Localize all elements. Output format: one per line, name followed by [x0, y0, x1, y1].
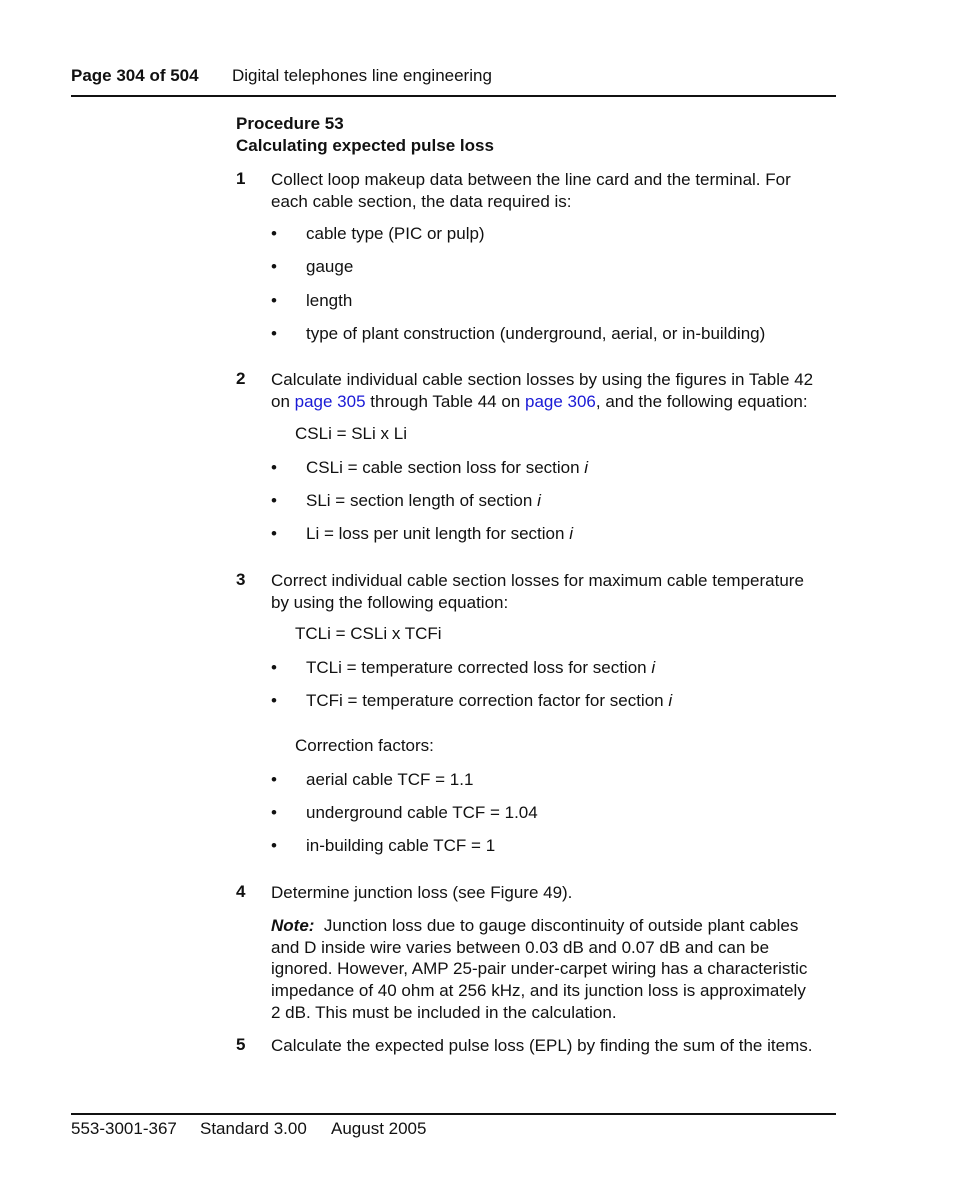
- text-fragment: through Table 44 on: [365, 391, 525, 411]
- text-line: Calculate individual cable section losses by using the figures in Table 42: [271, 370, 814, 389]
- variable: i: [651, 658, 656, 677]
- list-item: underground cable TCF = 1.04: [306, 803, 538, 822]
- variable: i: [584, 458, 589, 477]
- footer-rule: [71, 1113, 836, 1115]
- list-item: in-building cable TCF = 1: [306, 836, 496, 855]
- text-line: by using the following equation:: [271, 592, 509, 612]
- list-item: cable type (PIC or pulp): [306, 224, 485, 243]
- header-rule: [71, 95, 836, 97]
- bullet-icon: •: [271, 803, 277, 822]
- list-item: [306, 491, 541, 511]
- bullet-icon: •: [271, 658, 277, 677]
- note-block: [271, 915, 807, 1024]
- variable: i: [569, 524, 573, 543]
- text-line: impedance of 40 ohm at 256 kHz, and its junction loss is approximately: [271, 981, 806, 1001]
- procedure-number: Procedure 53: [236, 114, 344, 133]
- definition-text: Li = loss per unit length for section: [306, 524, 570, 543]
- section-title: Digital telephones line engineering: [232, 66, 492, 85]
- standard-version: Standard 3.00: [200, 1119, 307, 1138]
- list-item: [306, 524, 573, 544]
- text-line: each cable section, the data required is:: [271, 191, 572, 211]
- step-number: 5: [236, 1035, 246, 1054]
- step-number: 4: [236, 882, 246, 901]
- step-text: [271, 369, 813, 412]
- text-line: 2 dB. This must be included in the calculation.: [271, 1002, 617, 1022]
- step-text: [271, 169, 791, 212]
- text-fragment: , and the following equation:: [595, 391, 808, 411]
- text-line: ignored. However, AMP 25-pair under-carpet wiring has a characteristic: [271, 959, 808, 979]
- definition-text: TCLi = temperature corrected loss for section: [306, 658, 652, 677]
- list-item: [306, 691, 672, 711]
- equation: TCLi = CSLi x TCFi: [295, 624, 442, 643]
- step-text: [271, 570, 804, 613]
- bullet-icon: •: [271, 770, 277, 789]
- page-link[interactable]: page 305: [294, 391, 366, 411]
- step-text: Determine junction loss (see Figure 49).: [271, 883, 573, 902]
- bullet-icon: •: [271, 324, 277, 343]
- text-line: [271, 391, 813, 413]
- document-number: 553-3001-367: [71, 1119, 177, 1138]
- bullet-icon: •: [271, 524, 277, 543]
- bullet-icon: •: [271, 491, 277, 510]
- note-text: Junction loss due to gauge discontinuity of outside plant cables: [323, 916, 799, 935]
- list-item: aerial cable TCF = 1.1: [306, 770, 474, 789]
- step-text: Calculate the expected pulse loss (EPL) by finding the sum of the items.: [271, 1036, 813, 1055]
- list-item: length: [306, 291, 353, 310]
- step-number: 1: [236, 169, 246, 188]
- equation: CSLi = SLi x Li: [295, 424, 407, 443]
- bullet-icon: •: [271, 257, 277, 276]
- text-line: Collect loop makeup data between the line card and the terminal. For: [271, 170, 791, 189]
- list-item: gauge: [306, 257, 354, 276]
- page-link[interactable]: page 306: [524, 391, 596, 411]
- publication-date: August 2005: [331, 1119, 427, 1138]
- text-line: Correct individual cable section losses for maximum cable temperature: [271, 571, 804, 590]
- definition-text: TCFi = temperature correction factor for section: [306, 691, 669, 710]
- bullet-icon: •: [271, 691, 277, 710]
- list-item: [306, 658, 655, 678]
- note-label: Note:: [271, 916, 315, 935]
- list-item: type of plant construction (underground, aerial, or in-building): [306, 324, 766, 343]
- bullet-icon: •: [271, 224, 277, 243]
- list-item: [306, 458, 588, 478]
- step-number: 3: [236, 570, 246, 589]
- text-fragment: on: [271, 391, 295, 411]
- bullet-icon: •: [271, 836, 277, 855]
- variable: i: [537, 491, 541, 510]
- definition-text: SLi = section length of section: [306, 491, 538, 510]
- step-number: 2: [236, 369, 246, 388]
- bullet-icon: •: [271, 458, 277, 477]
- definition-text: CSLi = cable section loss for section: [306, 458, 585, 477]
- correction-factors-label: Correction factors:: [295, 736, 434, 755]
- text-line: and D inside wire varies between 0.03 dB and 0.07 dB and can be: [271, 937, 770, 957]
- page-number: Page 304 of 504: [71, 66, 199, 85]
- bullet-icon: •: [271, 291, 277, 310]
- procedure-title: Calculating expected pulse loss: [236, 136, 494, 155]
- text-line: [271, 915, 807, 937]
- variable: i: [668, 691, 673, 710]
